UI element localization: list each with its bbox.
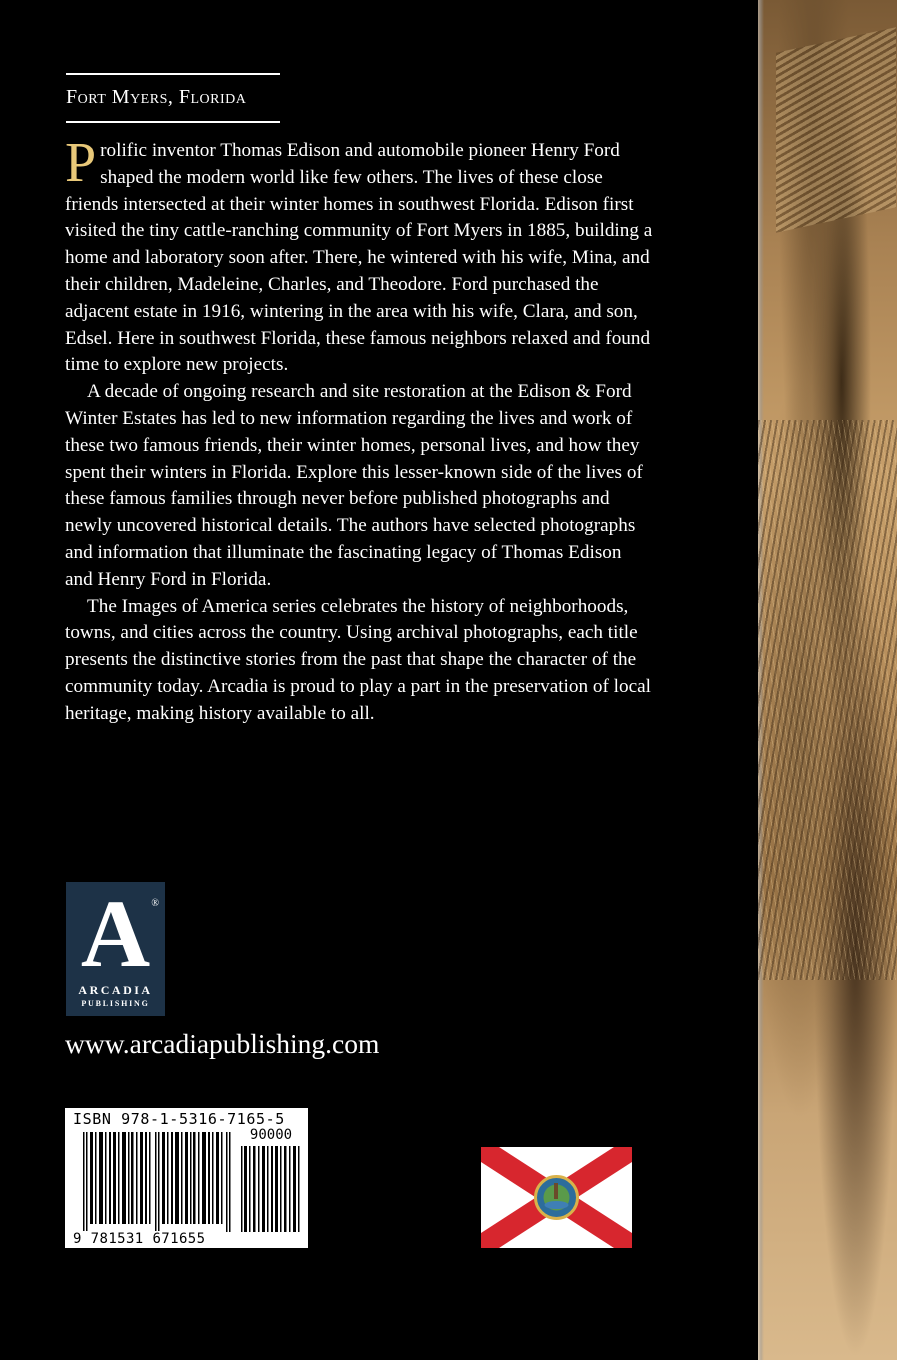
publisher-website: www.arcadiapublishing.com xyxy=(65,1028,380,1059)
description-text xyxy=(65,132,653,728)
logo-subwordmark: PUBLISHING xyxy=(81,999,150,1008)
heading-rule-bottom xyxy=(66,121,280,123)
sepia-photo-strip xyxy=(758,0,897,1360)
isbn-text: ISBN 978-1-5316-7165-5 xyxy=(73,1110,285,1128)
paragraph-2: A decade of ongoing research and site restoration at the Edison & Ford Winter Estates has led to new information regarding the lives and work of these two famous friends, their winter homes, personal lives, and how they spent their winters in Florida. Explore this lesser-known side of the lives of these famous families through never before published photographs and newly uncovered historical details. The authors have selected photographs and information that illuminate the fascinating legacy of Thomas Edison and Henry Ford in Florida. xyxy=(65,381,643,590)
paragraph-3: The Images of America series celebrates the history of neighborhoods, towns, and cities across the country. Using archival photographs, each title presents the distinctive stories from the past that shape the character of the community today. Arcadia is proud to play a part in the preservation of local heritage, making history available to all. xyxy=(65,595,651,724)
logo-letter: A xyxy=(80,880,151,987)
barcode-bars xyxy=(83,1132,233,1232)
paragraph-1 xyxy=(65,132,653,379)
heading-rule-top xyxy=(66,73,280,75)
drop-cap: P xyxy=(65,132,97,194)
location-title: Fort Myers, Florida xyxy=(66,86,247,108)
logo-wordmark: ARCADIA xyxy=(78,983,153,997)
paragraph-1-text: rolific inventor Thomas Edison and automobile pioneer Henry Ford shaped the modern world like few others. The lives of these close friends intersected at their winter homes in southwest Florida. Edison first visited the tiny cattle-ranching community of Fort Myers in 1885, building a home and laboratory soon after. There, he wintered with his wife, Mina, and their children, Madeleine, Charles, and Theodore. Ford purchased the adjacent estate in 1916, wintering in the area with his wife, Clara, and son, Edsel. Here in southwest Florida, these famous neighbors relaxed and found time to explore new projects. xyxy=(65,140,653,376)
arcadia-publishing-logo xyxy=(66,882,165,1016)
addon-barcode-bars xyxy=(241,1146,301,1232)
photo-strip-roof xyxy=(776,27,896,233)
isbn-barcode xyxy=(65,1108,308,1248)
price-code: 90000 xyxy=(249,1127,293,1143)
ean-digits: 9 781531 671655 xyxy=(73,1231,206,1247)
photo-strip-foliage xyxy=(758,420,897,980)
registered-mark: ® xyxy=(151,898,159,909)
florida-flag-icon xyxy=(481,1147,632,1248)
